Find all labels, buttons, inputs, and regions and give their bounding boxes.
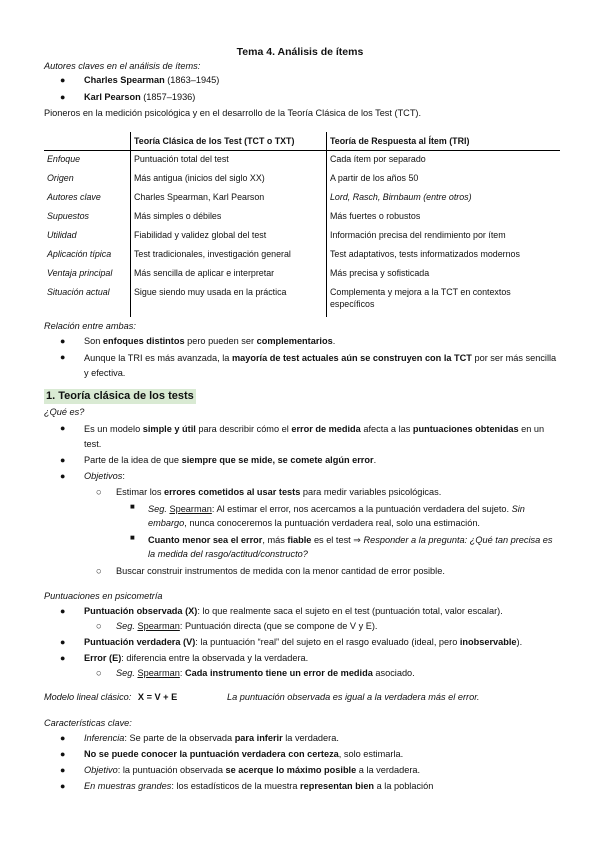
- table-row: Utilidad Fiabilidad y validez global del test Información precisa del rendimiento por ítem: [44, 227, 560, 246]
- list-item: ■ Seg. Spearman: Al estimar el error, nos acercamos a la puntuación verdadera del sujeto. Sin embargo, nunca conoceremos la puntuación verdadera real, solo una estimación.: [130, 502, 525, 529]
- comparison-table: [44, 132, 560, 317]
- circle-bullet-icon: ○: [96, 668, 102, 678]
- circle-bullet-icon: ○: [96, 487, 102, 497]
- table-row: Autores clave Charles Spearman, Karl Pearson Lord, Rasch, Birnbaum (entre otros): [44, 189, 560, 208]
- list-item: ○ Estimar los errores cometidos al usar tests para medir variables psicológicas.: [96, 487, 442, 497]
- list-item: ● Error (E): diferencia entre la observada y la verdadera.: [60, 653, 309, 663]
- bullet-icon: ●: [60, 637, 66, 647]
- bullet-icon: ●: [60, 781, 66, 791]
- list-item: ○ Buscar construir instrumentos de medida con la menor cantidad de error posible.: [96, 566, 445, 576]
- bullet-icon: ●: [60, 653, 66, 663]
- bullet-icon: ●: [60, 471, 66, 481]
- list-item: ● Parte de la idea de que siempre que se mide, se comete algún error.: [60, 455, 377, 465]
- table-header: Teoría de Respuesta al Ítem (TRI): [327, 132, 561, 151]
- bullet-icon: ●: [60, 606, 66, 616]
- circle-bullet-icon: ○: [96, 566, 102, 576]
- bullet-icon: ●: [60, 455, 66, 465]
- model-explanation: La puntuación observada es igual a la verdadera más el error.: [227, 692, 480, 702]
- page-title: Tema 4. Análisis de ítems: [236, 46, 364, 58]
- bullet-icon: ●: [60, 336, 66, 346]
- bullet-icon: ●: [60, 92, 66, 102]
- bullet-icon: ●: [60, 423, 66, 433]
- bullet-icon: ●: [60, 75, 66, 85]
- square-bullet-icon: ■: [130, 533, 135, 542]
- authors-label: Autores claves en el análisis de ítems:: [44, 61, 201, 71]
- table-row: Origen Más antigua (inicios del siglo XX) A partir de los años 50: [44, 170, 560, 189]
- list-item: ● Objetivos:: [60, 471, 125, 481]
- scores-label: Puntuaciones en psicometría: [44, 591, 163, 601]
- table-header: [44, 132, 131, 151]
- model-label: Modelo lineal clásico:: [44, 692, 132, 702]
- pioneers-text: Pioneros en la medición psicológica y en el desarrollo de la Teoría Clásica de los Test (TCT).: [44, 108, 422, 118]
- table-row: Situación actual Sigue siendo muy usada en la práctica Complementa y mejora a la TCT en contextos específicos: [44, 284, 560, 317]
- section-heading: 1. Teoría clásica de los tests: [46, 390, 194, 402]
- bullet-icon: ●: [60, 765, 66, 775]
- list-item: ● Es un modelo simple y útil para describir cómo el error de medida afecta a las puntuaciones obtenidas en un test.: [60, 423, 545, 449]
- model-line: [44, 691, 560, 703]
- subheading-que-es: ¿Qué es?: [44, 407, 85, 417]
- list-item: ○ Seg. Spearman: Puntuación directa (que se compone de V y E).: [96, 621, 378, 631]
- list-item: ■ Cuanto menor sea el error, más fiable es el test ⇒ Responder a la pregunta: ¿Qué tan precisa es la medida del rasgo/actitud/constructo?: [130, 533, 553, 560]
- list-item: ● Charles Spearman (1863–1945): [60, 75, 220, 85]
- table-row: Supuestos Más simples o débiles Más fuertes o robustos: [44, 208, 560, 227]
- table-row: Aplicación típica Test tradicionales, investigación general Test adaptativos, tests informatizados modernos: [44, 246, 560, 265]
- square-bullet-icon: ■: [130, 502, 135, 511]
- list-item: ● Objetivo: la puntuación observada se acerque lo máximo posible a la verdadera.: [60, 765, 421, 775]
- bullet-icon: ●: [60, 749, 66, 759]
- relation-label: Relación entre ambas:: [44, 321, 136, 331]
- list-item: ● Karl Pearson (1857–1936): [60, 92, 196, 102]
- table-row: Enfoque Puntuación total del test Cada ítem por separado: [44, 151, 560, 171]
- bullet-icon: ●: [60, 733, 66, 743]
- list-item: ● No se puede conocer la puntuación verdadera con certeza, solo estimarla.: [60, 749, 404, 759]
- list-item: ● Puntuación verdadera (V): la puntuación “real” del sujeto en el rasgo evaluado (ideal, pero inobservable).: [60, 637, 523, 647]
- list-item: ● En muestras grandes: los estadísticos de la muestra representan bien a la población: [60, 781, 434, 791]
- list-item: ● Puntuación observada (X): lo que realmente saca el sujeto en el test (puntuación total, valor escalar).: [60, 606, 503, 616]
- table-header: Teoría Clásica de los Test (TCT o TXT): [131, 132, 327, 151]
- bullet-icon: ●: [60, 352, 66, 362]
- features-label: Características clave:: [44, 718, 132, 728]
- model-formula: X = V + E: [137, 692, 178, 702]
- list-item: ● Inferencia: Se parte de la observada para inferir la verdadera.: [60, 733, 339, 743]
- list-item: ● Aunque la TRI es más avanzada, la mayoría de test actuales aún se construyen con la TCT por ser más sencilla y efectiva.: [60, 352, 557, 378]
- list-item: ● Son enfoques distintos pero pueden ser complementarios.: [60, 336, 336, 346]
- list-item: ○ Seg. Spearman: Cada instrumento tiene un error de medida asociado.: [96, 668, 415, 678]
- table-row: Ventaja principal Más sencilla de aplicar e interpretar Más precisa y sofisticada: [44, 265, 560, 284]
- circle-bullet-icon: ○: [96, 621, 102, 631]
- table-header-row: [44, 132, 560, 151]
